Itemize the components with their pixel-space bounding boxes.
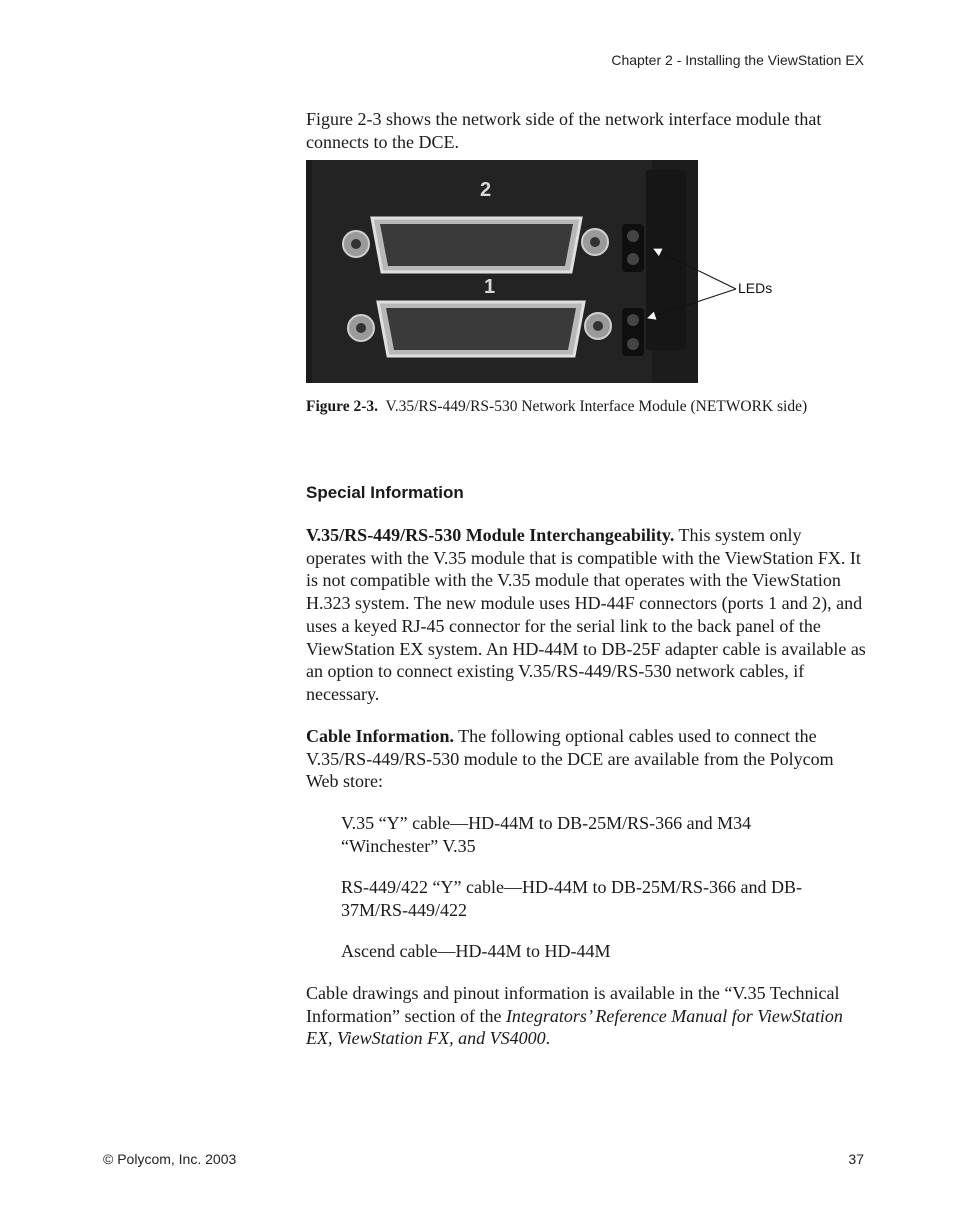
caption-text: V.35/RS-449/RS-530 Network Interface Module (NETWORK side) <box>385 398 808 415</box>
caption-label: Figure 2-3. <box>306 398 379 415</box>
drawings-paragraph <box>306 982 866 1050</box>
connector-port-2 <box>343 218 608 272</box>
figure-caption <box>306 396 866 417</box>
drawings-end: . <box>545 1028 551 1049</box>
page-number: 37 <box>848 1151 864 1167</box>
leds-label: LEDs <box>738 280 773 296</box>
interchangeability-paragraph <box>306 524 866 706</box>
section-heading: Special Information <box>306 483 464 502</box>
drawings-text: Cable drawings and pinout information is available in the “V.35 Technical Information” section of the <box>306 983 840 1026</box>
cable-info-text: The following optional cables used to connect the V.35/RS-449/RS-530 module to the DCE are available from the Polycom Web store: <box>306 726 834 792</box>
port-1-label: 1 <box>484 276 496 298</box>
cable-item: V.35 “Y” cable—HD-44M to DB-25M/RS-366 and M34 “Winchester” V.35 <box>341 813 752 856</box>
connector-port-1 <box>348 302 611 356</box>
cable-info-paragraph <box>306 725 866 793</box>
interchangeability-lead: V.35/RS-449/RS-530 Module Interchangeability. <box>306 525 675 545</box>
copyright: © Polycom, Inc. 2003 <box>103 1151 237 1167</box>
running-header: Chapter 2 - Installing the ViewStation EX <box>611 52 864 68</box>
leds-callout-arrows <box>640 240 750 330</box>
manual-title: Integrators’ Reference Manual for ViewStation EX, ViewStation FX, and VS4000 <box>306 1005 843 1049</box>
cable-info-lead: Cable Information. <box>306 726 454 746</box>
port-2-label: 2 <box>480 179 492 201</box>
interchangeability-text: This system only operates with the V.35 module that is compatible with the ViewStation FX. It is not compatible with the V.35 module that operates with the ViewStation H.323 system. The new module uses HD-44F connectors (ports 1 and 2), and uses a keyed RJ-45 connector for the serial link to the back panel of the ViewStation EX system. An HD-44M to DB-25F adapter cable is available as an option to connect existing V.35/RS-449/RS-530 network cables, if necessary. <box>306 525 866 704</box>
cable-item: RS-449/422 “Y” cable—HD-44M to DB-25M/RS-366 and DB-37M/RS-449/422 <box>341 877 802 920</box>
cable-item: Ascend cable—HD-44M to HD-44M <box>341 941 611 961</box>
intro-paragraph: Figure 2-3 shows the network side of the network interface module that connects to the DCE. <box>306 109 822 152</box>
